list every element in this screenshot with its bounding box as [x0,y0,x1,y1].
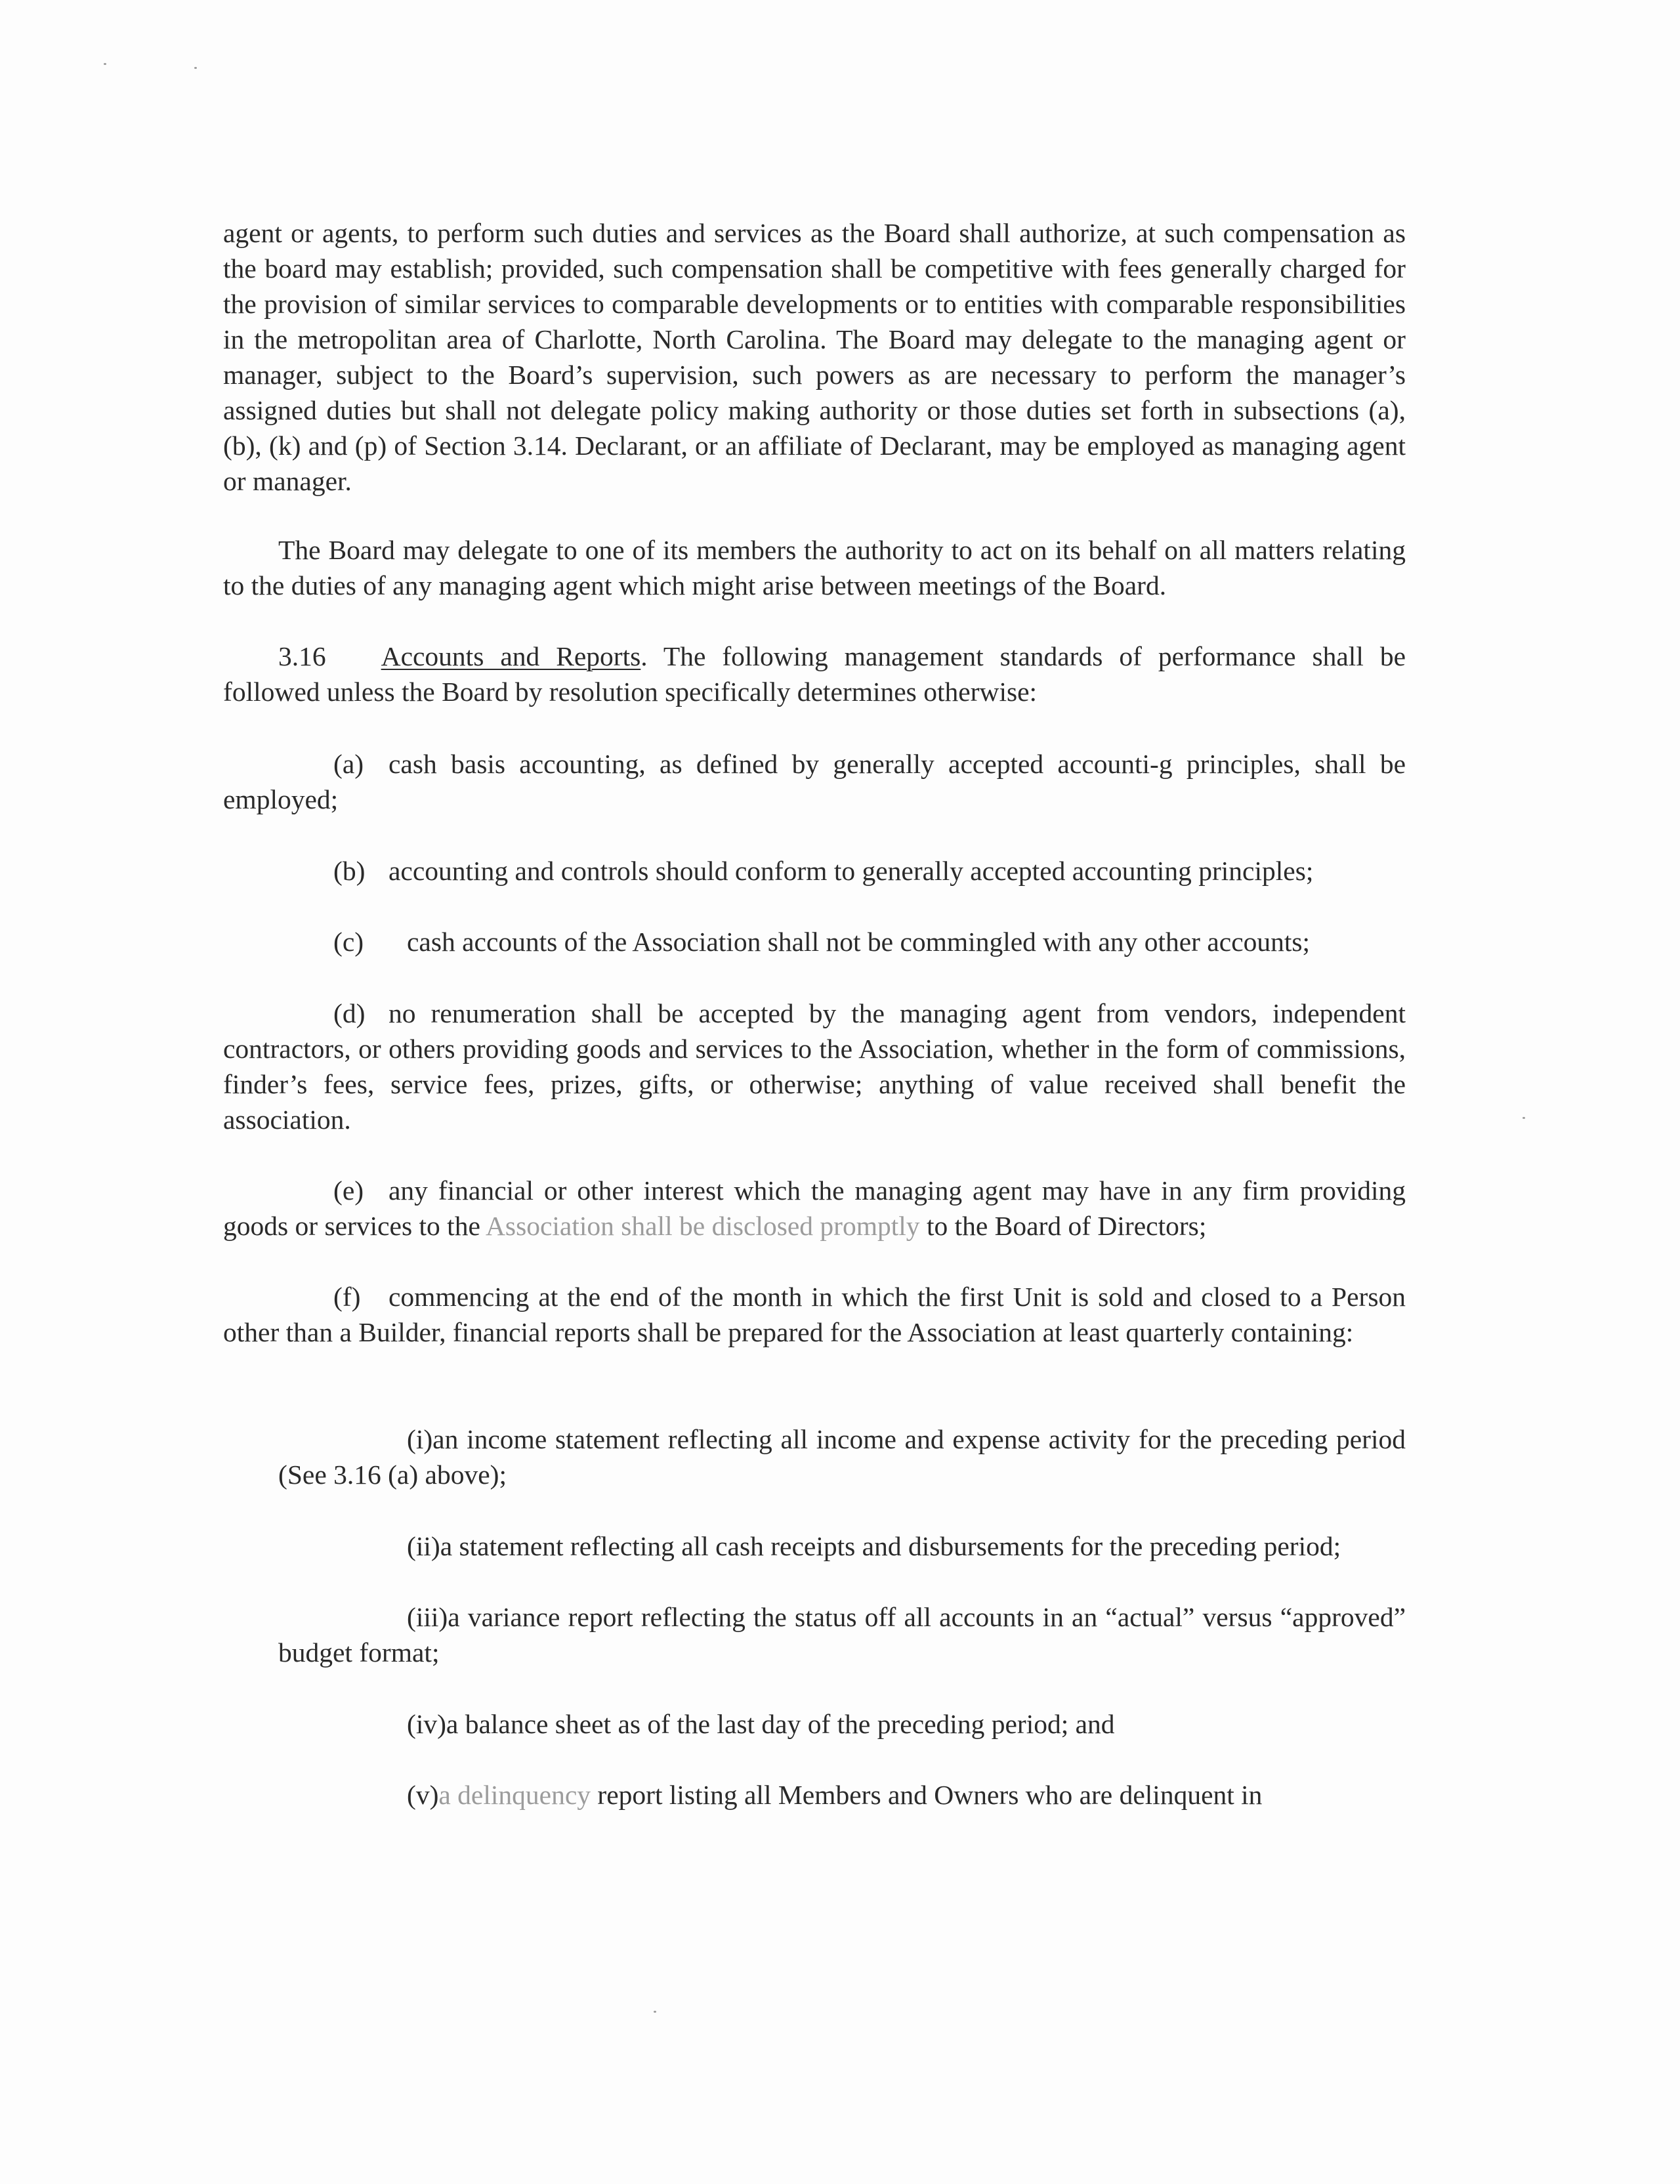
item-a-label: (a) [333,749,364,779]
item-e-label: (e) [333,1175,364,1206]
item-d [223,996,1406,1137]
item-b-label: (b) [333,856,366,886]
delegation-paragraph: The Board may delegate to one of its members the authority to act on its behalf on all matters relating to the duties of any managing agent which might arise between meetings of the Board. [223,535,1406,600]
subitem-iii-text: a variance report reflecting the status off all accounts in an “actual” versus “approved” budget format; [278,1602,1406,1668]
subitem-i-text: an income statement reflecting all income and expense activity for the preceding period (See 3.16 (a) above); [278,1424,1406,1490]
item-d-text: no renumeration shall be accepted by the managing agent from vendors, independent contractors, or others providing goods and services to the Association, whether in the form of commissions, finder’s fees, service fees, prizes, gifts, or otherwise; anything of value received shall benefit the association. [223,998,1406,1135]
section-intro: . The following management standards of performance shall be followed unless the Board by resolution specifically determines otherwise: [223,641,1406,707]
scan-speck [654,2011,656,2013]
item-a [223,746,1406,817]
section-heading: Accounts and Reports [381,641,641,671]
item-b [223,853,1406,889]
item-c-text: cash accounts of the Association shall not be commingled with any other accounts; [407,927,1311,957]
item-e-text-faded: Association shall be disclosed promptly [485,1211,920,1241]
item-b-text: accounting and controls should conform to generally accepted accounting principles; [388,856,1314,886]
subitem-i-label: (i) [407,1424,433,1454]
scan-speck [104,63,106,65]
carryover-paragraph: agent or agents, to perform such duties and services as the Board shall authorize, at such compensation as the board may establish; provided, such compensation shall be competitive with fees generally charged for the provision of similar services to comparable developments or to entities with comparable responsibilities in the metropolitan area of Charlotte, North Carolina. The Board may delegate to the managing agent or manager, subject to the Board’s supervision, such powers as are necessary to perform the manager’s assigned duties but shall not delegate policy making authority or those duties set forth in subsections (a), (b), (k) and (p) of Section 3.14. Declarant, or an affiliate of Declarant, may be employed as managing agent or manager. [223,218,1406,496]
section-3-16-paragraph [223,639,1406,709]
item-c [223,924,1406,959]
item-f-text: commencing at the end of the month in which the first Unit is sold and closed to a Person other than a Builder, financial reports shall be prepared for the Association at least quarterly containing: [223,1282,1406,1347]
item-c-label: (c) [333,927,364,957]
item-d-label: (d) [333,998,366,1028]
item-e [223,1173,1406,1244]
subitem-v-label: (v) [407,1780,439,1810]
item-a-text: cash basis accounting, as defined by generally accepted accounti-g principles, shall be employed; [223,749,1406,814]
scan-speck [1522,1117,1525,1119]
subitem-iii-label: (iii) [407,1602,448,1632]
item-f-label: (f) [333,1282,361,1312]
item-e-text-start: any financial or other interest which the managing agent may have in any firm providing goods or services to the [223,1175,1406,1241]
subitem-i [278,1421,1406,1492]
item-e-text-end: to the Board of Directors; [919,1211,1207,1241]
subitem-v-faded: a delinquency [438,1780,591,1810]
subitem-iv-text: a balance sheet as of the last day of the preceding period; and [446,1709,1115,1739]
section-number: 3.16 [278,641,326,671]
subitem-ii-text: a statement reflecting all cash receipts and disbursements for the preceding period; [440,1531,1341,1561]
subitem-v-text: report listing all Members and Owners who are delinquent in [591,1780,1263,1810]
subitem-iv-label: (iv) [407,1709,446,1739]
scan-speck [194,67,197,69]
subitem-iv [278,1706,1406,1742]
item-f [223,1279,1406,1350]
subitem-ii-label: (ii) [407,1531,440,1561]
subitem-ii [278,1528,1406,1564]
subitem-v [278,1777,1406,1813]
subitem-iii [278,1599,1406,1670]
